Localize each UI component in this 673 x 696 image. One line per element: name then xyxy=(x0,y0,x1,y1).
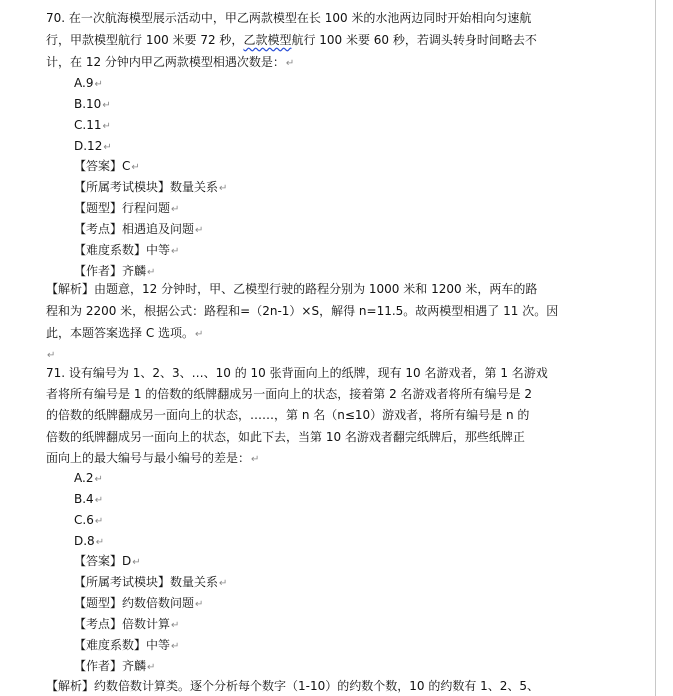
q70-explanation-line-1: 【解析】由题意，12 分钟时，甲、乙模型行驶的路程分别为 1000 米和 1200 米，两车的路 xyxy=(46,282,538,296)
q71-stem-line-5: 面向上的最大编号与最小编号的差是：↵ xyxy=(46,451,260,465)
q70-difficulty: 【难度系数】中等↵ xyxy=(74,243,180,257)
q70-stem-line-1: 70. 在一次航海模型展示活动中，甲乙两款模型在长 100 米的水池两边同时开始相向匀速航 xyxy=(46,11,532,25)
q71-stem-line-1: 71. 设有编号为 1、2、3、…、10 的 10 张背面向上的纸牌，现有 10 名游戏者，第 1 名游戏 xyxy=(46,366,548,380)
paragraph-mark-icon: ↵ xyxy=(147,662,156,673)
q71-option-b: B.4↵ xyxy=(74,492,104,506)
paragraph-mark-icon: ↵ xyxy=(102,121,111,132)
q71-stem-line-3: 的倍数的纸牌翻成另一面向上的状态，……，第 n 名（n≤10）游戏者，将所有编号是 n 的 xyxy=(46,408,530,422)
page-margin-line xyxy=(655,0,656,696)
paragraph-mark-icon: ↵ xyxy=(147,267,156,278)
paragraph-mark-icon: ↵ xyxy=(102,100,111,111)
q70-option-c: C.11↵ xyxy=(74,118,111,132)
q70-type: 【题型】行程问题↵ xyxy=(74,201,180,215)
paragraph-mark-icon: ↵ xyxy=(95,537,105,548)
paragraph-mark-icon: ↵ xyxy=(171,204,180,215)
q71-author: 【作者】齐麟↵ xyxy=(74,659,156,673)
q71-answer: 【答案】D↵ xyxy=(74,554,141,568)
q70-option-a: A.9↵ xyxy=(74,76,103,90)
q70-option-d: D.12↵ xyxy=(74,139,112,153)
paragraph-mark-icon: ↵ xyxy=(285,58,295,69)
paragraph-mark-icon: ↵ xyxy=(103,142,112,153)
paragraph-mark-icon: ↵ xyxy=(171,641,180,652)
paragraph-mark-icon: ↵ xyxy=(94,495,104,506)
q71-type: 【题型】约数倍数问题↵ xyxy=(74,596,204,610)
paragraph-mark-icon: ↵ xyxy=(94,516,104,527)
q71-module: 【所属考试模块】数量关系↵ xyxy=(74,575,228,589)
q71-point: 【考点】倍数计算↵ xyxy=(74,617,180,631)
paragraph-mark-icon: ↵ xyxy=(94,79,103,90)
paragraph-mark-icon: ↵ xyxy=(131,162,140,173)
q70-author: 【作者】齐麟↵ xyxy=(74,264,156,278)
paragraph-mark-icon: ↵ xyxy=(219,183,228,194)
q70-module: 【所属考试模块】数量关系↵ xyxy=(74,180,228,194)
q71-stem-line-2: 者将所有编号是 1 的倍数的纸牌翻成另一面向上的状态，接着第 2 名游戏者将所有编号是 2 xyxy=(46,387,532,401)
spellcheck-underline: 乙款模型 xyxy=(243,33,292,47)
paragraph-mark-icon: ↵ xyxy=(132,557,141,568)
paragraph-mark-icon: ↵ xyxy=(94,474,103,485)
q70-stem-line-2: 行，甲款模型航行 100 米要 72 秒，乙款模型航行 100 米要 60 秒，若调头转身时间略去不 xyxy=(46,33,537,47)
q71-option-c: C.6↵ xyxy=(74,513,104,527)
paragraph-mark-icon: ↵ xyxy=(47,350,56,361)
q70-point: 【考点】相遇追及问题↵ xyxy=(74,222,204,236)
q71-stem-line-4: 倍数的纸牌翻成另一面向上的状态，如此下去，当第 10 名游戏者翻完纸牌后，那些纸牌正 xyxy=(46,430,525,444)
q71-option-d: D.8↵ xyxy=(74,534,105,548)
q70-answer: 【答案】C↵ xyxy=(74,159,140,173)
q70-option-b: B.10↵ xyxy=(74,97,111,111)
q71-option-a: A.2↵ xyxy=(74,471,103,485)
q71-explanation-line-1: 【解析】约数倍数计算类。逐个分析每个数字（1-10）的约数个数，10 的约数有 1、2、5、 xyxy=(46,679,540,693)
paragraph-mark-icon: ↵ xyxy=(251,454,260,465)
q70-stem-line-3: 计，在 12 分钟内甲乙两款模型相遇次数是：↵ xyxy=(46,55,295,69)
q70-explanation-line-2: 程和为 2200 米，根据公式：路程和=（2n-1）×S，解得 n=11.5。故两模型相遇了 11 次。因 xyxy=(46,304,559,318)
paragraph-mark-icon: ↵ xyxy=(171,246,180,257)
q71-difficulty: 【难度系数】中等↵ xyxy=(74,638,180,652)
paragraph-mark-icon: ↵ xyxy=(195,599,204,610)
paragraph-mark-icon: ↵ xyxy=(171,620,180,631)
empty-paragraph xyxy=(46,344,55,364)
q70-explanation-line-3: 此，本题答案选择 C 选项。↵ xyxy=(46,326,204,340)
paragraph-mark-icon: ↵ xyxy=(219,578,228,589)
paragraph-mark-icon: ↵ xyxy=(195,329,204,340)
paragraph-mark-icon: ↵ xyxy=(195,225,204,236)
